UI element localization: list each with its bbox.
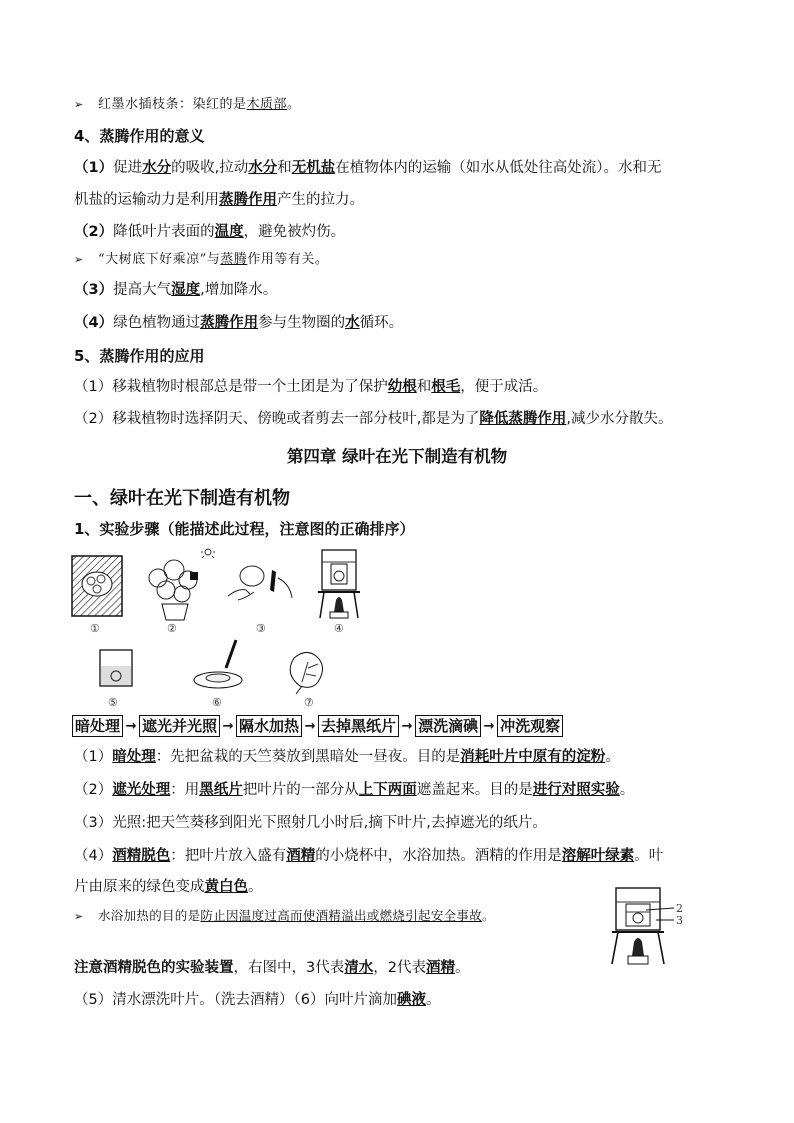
application-2: （2）移栽植物时选择阴天、傍晚或者剪去一部分枝叶,都是为了降低蒸腾作用,减少水分散失。 bbox=[74, 411, 673, 427]
experiment-steps-title: 1、实验步骤（能描述此过程，注意图的正确排序） bbox=[74, 520, 415, 538]
flow-step-2: 遮光并光照 bbox=[139, 715, 220, 737]
significance-3: （3）提高大气湿度,增加降水。 bbox=[74, 282, 278, 298]
chapter-title: 第四章 绿叶在光下制造有机物 bbox=[286, 447, 508, 466]
apparatus-note: 注意酒精脱色的实验装置，右图中，3代表清水，2代表酒精。 bbox=[74, 960, 470, 976]
flow-arrow-icon: → bbox=[401, 718, 413, 734]
figure-dark-treatment bbox=[72, 556, 122, 635]
flow-step-5: 漂洗滴碘 bbox=[415, 715, 481, 737]
figure-label-3: ③ bbox=[256, 622, 266, 635]
flow-arrow-icon: → bbox=[483, 718, 495, 734]
experiment-flow bbox=[72, 715, 563, 737]
significance-1: （1）促进水分的吸收,拉动水分和无机盐在植物体内的运输（如水从低处往高处流）。水和无 bbox=[74, 160, 662, 176]
tree-shade-note: ➢ “大树底下好乘凉”与蒸腾作用等有关。 bbox=[74, 250, 328, 270]
figure-pick-leaf bbox=[228, 566, 292, 635]
decolor-apparatus-figure bbox=[606, 884, 692, 970]
step-4-cont: 片由原来的绿色变成黄白色。 bbox=[74, 879, 263, 895]
step-2-shade: （2）遮光处理：用黑纸片把叶片的一部分从上下两面遮盖起来。目的是进行对照实验。 bbox=[74, 782, 635, 798]
figure-iodine-drop bbox=[194, 640, 242, 709]
section-title: 一、绿叶在光下制造有机物 bbox=[74, 488, 290, 509]
heading-transpiration-significance: 4、蒸腾作用的意义 bbox=[74, 127, 205, 145]
flow-arrow-icon: → bbox=[222, 718, 234, 734]
significance-4: （4）绿色植物通过蒸腾作用参与生物圈的水循环。 bbox=[74, 315, 404, 331]
step-3-light: （3）光照:把天竺葵移到阳光下照射几小时后,摘下叶片,去掉遮光的纸片。 bbox=[74, 815, 547, 831]
figure-rinse bbox=[100, 650, 132, 709]
application-1: （1）移栽植物时根部总是带一个土团是为了保护幼根和根毛，便于成活。 bbox=[74, 379, 548, 395]
flow-step-3: 隔水加热 bbox=[236, 715, 302, 737]
water-bath-note: ➢ 水浴加热的目的是防止因温度过高而使酒精溢出或燃烧引起安全事故。 bbox=[74, 906, 495, 927]
flow-step-4: 去掉黑纸片 bbox=[318, 715, 399, 737]
figure-label-6: ⑥ bbox=[212, 696, 222, 709]
bullet-arrow-icon: ➢ bbox=[74, 253, 84, 266]
bullet-arrow-icon: ➢ bbox=[74, 98, 84, 111]
significance-1-cont: 机盐的运输动力是利用蒸腾作用产生的拉力。 bbox=[74, 192, 364, 208]
figure-observe-leaf bbox=[290, 652, 322, 709]
figure-label-5: ⑤ bbox=[108, 696, 118, 709]
flow-step-6: 冲洗观察 bbox=[497, 715, 563, 737]
figure-shade-and-light bbox=[149, 548, 215, 635]
setup-label-3: 3 bbox=[676, 914, 683, 927]
figure-label-2: ② bbox=[167, 622, 177, 635]
setup-label-2: 2 bbox=[676, 902, 683, 915]
step-4-decolor: （4）酒精脱色：把叶片放入盛有酒精的小烧杯中，水浴加热。酒精的作用是溶解叶绿素。叶 bbox=[74, 848, 664, 864]
flow-step-1: 暗处理 bbox=[72, 715, 123, 737]
bullet-arrow-icon: ➢ bbox=[74, 910, 84, 923]
figure-water-bath bbox=[318, 550, 360, 635]
significance-2: （2）降低叶片表面的温度，避免被灼伤。 bbox=[74, 224, 346, 240]
step-5-6: （5）清水漂洗叶片。（洗去酒精）（6）向叶片滴加碘液。 bbox=[74, 992, 441, 1008]
experiment-figures-row1 bbox=[70, 548, 370, 640]
figure-label-4: ④ bbox=[334, 622, 344, 635]
red-ink-note: ➢ 红墨水插枝条：染红的是木质部。 bbox=[74, 95, 301, 115]
step-1-dark: （1）暗处理：先把盆栽的天竺葵放到黑暗处一昼夜。目的是消耗叶片中原有的淀粉。 bbox=[74, 749, 620, 765]
figure-label-1: ① bbox=[90, 622, 100, 635]
flow-arrow-icon: → bbox=[304, 718, 316, 734]
heading-transpiration-application: 5、蒸腾作用的应用 bbox=[74, 347, 205, 365]
experiment-figures-row2 bbox=[90, 638, 350, 710]
figure-label-7: ⑦ bbox=[304, 696, 314, 709]
flow-arrow-icon: → bbox=[125, 718, 137, 734]
